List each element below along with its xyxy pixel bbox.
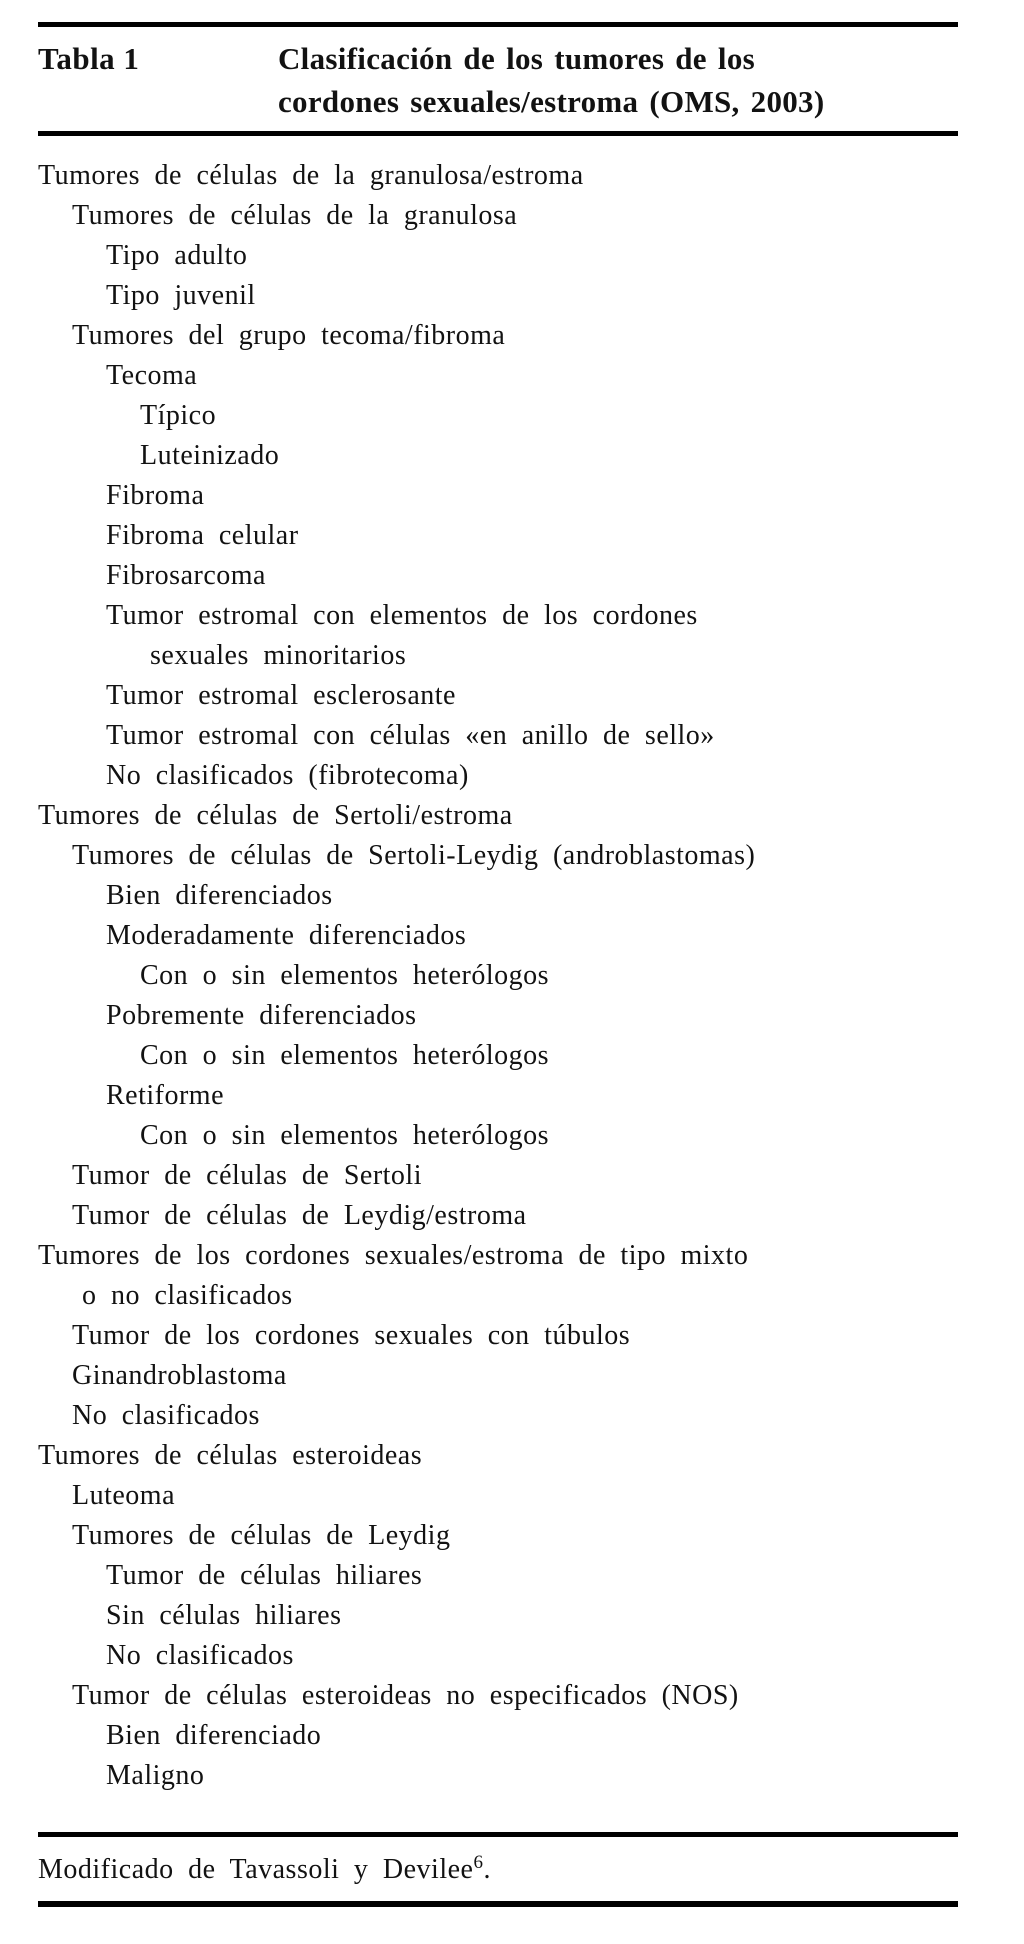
bottom-rule <box>38 1901 958 1907</box>
list-item: Tumor de células de Sertoli <box>72 1160 422 1191</box>
footnote-period: . <box>483 1854 491 1885</box>
list-item: Tumores del grupo tecoma/fibroma <box>72 320 506 351</box>
list-item: Bien diferenciados <box>106 880 333 911</box>
list-item: Tumores de los cordones sexuales/estroma de tipo mixto <box>38 1240 749 1271</box>
list-item: Moderadamente diferenciados <box>106 920 467 951</box>
list-item: Tumor de células de Leydig/estroma <box>72 1200 527 1231</box>
list-item: Sin células hiliares <box>106 1600 342 1631</box>
list-item: Ginandroblastoma <box>72 1360 287 1391</box>
list-item: Pobremente diferenciados <box>106 1000 417 1031</box>
list-item: Tumor de células hiliares <box>106 1560 423 1591</box>
list-item: Tipo adulto <box>106 240 248 271</box>
classification-list <box>38 136 958 1832</box>
list-item: o no clasificados <box>82 1280 293 1311</box>
list-item: Tumor estromal esclerosante <box>106 680 456 711</box>
list-item: Con o sin elementos heterólogos <box>140 1120 550 1151</box>
list-item: Tumores de células de la granulosa <box>72 200 518 231</box>
list-item: Tumor de los cordones sexuales con túbulos <box>72 1320 631 1351</box>
list-item: Tipo juvenil <box>106 280 256 311</box>
list-item: sexuales minoritarios <box>150 640 407 671</box>
table-header <box>38 27 958 131</box>
list-item: Fibrosarcoma <box>106 560 266 591</box>
list-item: Tumor de células esteroideas no especificados (NOS) <box>72 1680 739 1711</box>
list-item: Típico <box>140 400 217 431</box>
list-item: Fibroma <box>106 480 205 511</box>
list-item: No clasificados <box>72 1400 260 1431</box>
list-item: Tecoma <box>106 360 198 391</box>
list-item: No clasificados (fibrotecoma) <box>106 760 469 791</box>
list-item: Con o sin elementos heterólogos <box>140 1040 550 1071</box>
table-title-line1: Clasificación de los tumores de los <box>278 41 755 76</box>
list-item: Tumores de células de Leydig <box>72 1520 451 1551</box>
table-title <box>278 37 824 123</box>
list-item: Luteoma <box>72 1480 176 1511</box>
list-item: Retiforme <box>106 1080 225 1111</box>
list-item: Luteinizado <box>140 440 280 471</box>
list-item: Tumores de células de Sertoli/estroma <box>38 800 513 831</box>
list-item: Tumores de células de Sertoli-Leydig (androblastomas) <box>72 840 756 871</box>
footnote-text: Modificado de Tavassoli y Devilee <box>38 1854 474 1885</box>
list-item: Tumor estromal con elementos de los cordones <box>106 600 698 631</box>
list-item: Bien diferenciado <box>106 1720 322 1751</box>
list-item: Fibroma celular <box>106 520 299 551</box>
list-item: Tumor estromal con células «en anillo de sello» <box>106 720 715 751</box>
list-item: Con o sin elementos heterólogos <box>140 960 550 991</box>
list-item: Tumores de células esteroideas <box>38 1440 423 1471</box>
table-title-line2: cordones sexuales/estroma (OMS, 2003) <box>278 84 825 119</box>
table-label: Tabla 1 <box>38 41 140 76</box>
footnote-reference-superscript: 6 <box>473 1851 484 1873</box>
table-figure <box>38 0 958 1907</box>
footnote <box>38 1837 958 1901</box>
list-item: Maligno <box>106 1760 205 1791</box>
list-item: Tumores de células de la granulosa/estroma <box>38 160 584 191</box>
list-item: No clasificados <box>106 1640 294 1671</box>
